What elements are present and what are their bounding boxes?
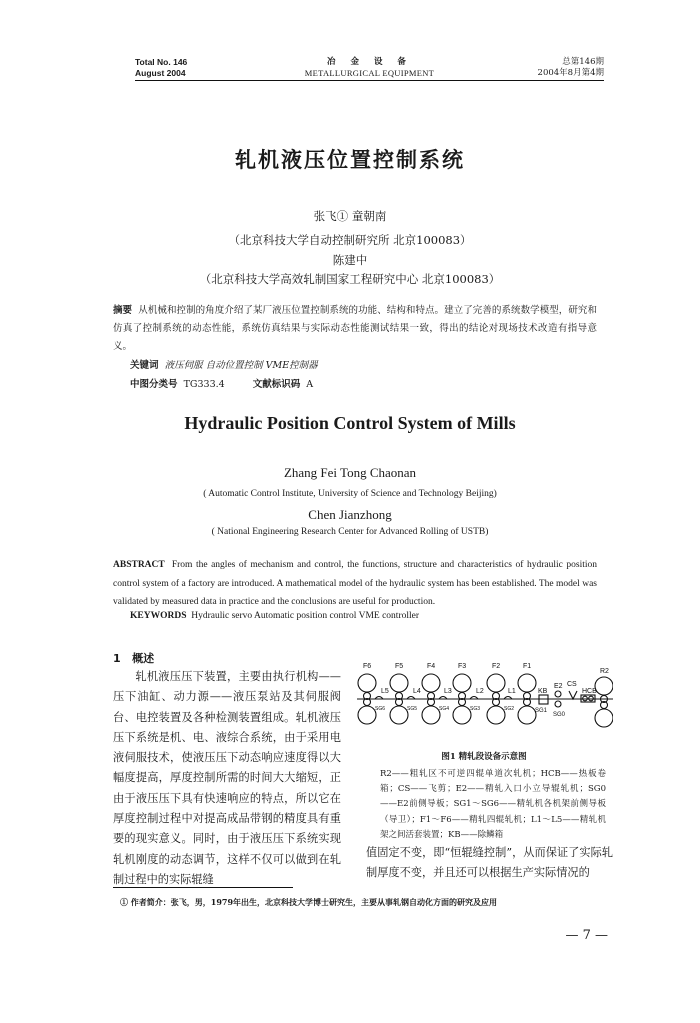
guide-label-sg3: SG3 (470, 706, 481, 712)
guide-label-sg1: SG1 (535, 708, 548, 714)
keywords-en-label: KEYWORDS (130, 611, 187, 621)
clc-label: 中图分类号 (130, 379, 178, 390)
roll-f1-top (518, 674, 536, 692)
doc-code-label: 文献标识码 (252, 379, 301, 390)
looper-label-l1: L1 (508, 688, 516, 695)
section-heading (113, 650, 154, 666)
keywords-en-items: Hydraulic servo Automatic position control VME controller (191, 611, 420, 621)
looper-label-l5: L5 (381, 688, 389, 695)
roll-f3-top (453, 674, 471, 692)
looper-label-l4: L4 (413, 688, 421, 695)
cs-label: CS (567, 681, 577, 688)
clc-value: TG333.4 (183, 379, 225, 390)
hcb-label: HCB (582, 688, 597, 695)
finishing-mill-diagram (355, 660, 613, 745)
doc-code-value: A (306, 379, 314, 390)
body-paragraph: 轧机液压压下装置，主要由执行机构——压下油缸、动力源——液压泵站及其伺服阀台、电控装置及各种检测装置组成。轧机液压压下系统是机、电、液综合系统，由于采用电液伺服技术，使液压压下动态响应速度得以大幅度提高，厚度控制所需的时间大大缩短，正由于液压压下具有快速响应的特点，所以它在厚度控制过程中对提高成品带钢的精度具有重要的现实意义。同时，由于液压压下系统实现轧机刚度的动态调节，这样不仅可以做到在轧制过程中的实际辊缝 (113, 670, 341, 886)
affiliation-en-2: ( National Engineering Research Center for Advanced Rolling of USTB) (211, 527, 489, 537)
figure-legend: R2——粗轧区不可逆四辊单道次轧机；HCB——热板卷箱；CS——飞剪；E2——精轧入口小立导辊轧机；SG0——E2前侧导板；SG1～SG6——精轧机各机架前侧导板（导卫）；F1～F6——精轧四辊轧机；L1～L5——精轧机架之间活套装置；KB——除鳞箱 (380, 769, 606, 840)
roll-f3-bottom (453, 706, 471, 724)
keywords-cn (130, 357, 318, 371)
e2-label: E2 (554, 683, 563, 690)
footnote-rule (113, 887, 293, 888)
section-title: 概述 (132, 652, 155, 665)
page-number: — 7 — (565, 928, 608, 943)
stand-label-f6: F6 (363, 663, 372, 670)
guide-label-sg5: SG5 (407, 706, 418, 712)
issue-total-cn: 总第146期 (562, 57, 604, 67)
total-number: Total No. 146 (135, 57, 188, 67)
guide-label-sg2: SG2 (504, 706, 515, 712)
keywords-cn-items: 液压伺服 自动位置控制 VME控制器 (164, 360, 318, 371)
header-rule (135, 80, 604, 81)
guide-label-sg0: SG0 (553, 712, 566, 718)
body-left-column (113, 667, 341, 890)
roll-f6-bottom (358, 706, 376, 724)
affiliation-en-1: ( Automatic Control Institute, University of Science and Technology Beijing) (203, 489, 497, 499)
stand-label-r2: R2 (600, 668, 609, 675)
abstract-en (113, 556, 597, 612)
roll-f1-bottom (518, 706, 536, 724)
journal-name (135, 57, 604, 79)
stand-label-f4: F4 (427, 663, 436, 670)
header-right (538, 57, 604, 79)
authors-en-2: Chen Jianzhong (308, 507, 392, 522)
affiliation-cn-2: （北京科技大学高效轧制国家工程研究中心 北京100083） (199, 272, 501, 286)
journal-name-cn: 冶 金 设 备 (327, 57, 412, 67)
authors-cn-2: 陈建中 (332, 253, 368, 267)
authors-cn-1: 张飞① 童朝南 (313, 209, 387, 223)
classification-cn (130, 376, 313, 390)
issue-date-cn: 2004年8月第4期 (537, 68, 604, 78)
roll-f6-top (358, 674, 376, 692)
stand-label-f2: F2 (492, 663, 501, 670)
journal-name-en: METALLURGICAL EQUIPMENT (304, 68, 435, 78)
abstract-en-text: From the angles of mechanism and control, the functions, structure and characteristics of hydraulic position control system of a factory are introduced. A mathematical model of the hydraulic system has been established. The model was validated by measured data in practice and the conclusions are useful for production. (113, 560, 597, 607)
paper-title-en: Hydraulic Position Control System of Mills (184, 413, 516, 433)
body-right-column: 值固定不变，即“恒辊缝控制”，从而保证了实际轧制厚度不变，并且还可以根据生产实际情况的 (366, 846, 613, 880)
abstract-cn-text: 从机械和控制的角度介绍了某厂液压位置控制系统的功能、结构和特点。建立了完善的系统数学模型，研究和仿真了控制系统的动态性能，系统仿真结果与实际动态性能测试结果一致，得出的结论对现场技术改造有指导意义。 (113, 305, 597, 352)
stand-label-f1: F1 (523, 663, 532, 670)
keywords-cn-label: 关键词 (130, 360, 159, 371)
issue-date-en: August 2004 (135, 68, 186, 78)
guide-label-sg6: SG6 (375, 706, 386, 712)
affiliation-cn-1: （北京科技大学自动控制研究所 北京100083） (228, 233, 472, 247)
kb-label: KB (538, 688, 548, 695)
looper-label-l2: L2 (476, 688, 484, 695)
abstract-cn-label: 摘要 (113, 305, 133, 316)
abstract-cn (113, 302, 597, 356)
roll-f5-bottom (390, 706, 408, 724)
author-footnote: ① 作者简介：张飞，男，1979年出生，北京科技大学博士研究生，主要从事轧钢自动化方面的研究及应用 (120, 897, 498, 907)
roll-f2-top (487, 674, 505, 692)
keywords-en (130, 611, 419, 621)
guide-label-sg4: SG4 (439, 706, 450, 712)
stand-label-f5: F5 (395, 663, 404, 670)
section-number: 1 (113, 652, 121, 665)
roll-f4-top (422, 674, 440, 692)
paper-title-cn: 轧机液压位置控制系统 (235, 148, 465, 172)
roll-f2-bottom (487, 706, 505, 724)
stand-label-f3: F3 (458, 663, 467, 670)
roll-f4-bottom (422, 706, 440, 724)
roll-r2-bottom (595, 709, 613, 727)
authors-en-1: Zhang Fei Tong Chaonan (283, 465, 417, 480)
abstract-en-label: ABSTRACT (113, 560, 165, 570)
figure-caption: 图1 精轧段设备示意图 (441, 752, 527, 762)
roll-f5-top (390, 674, 408, 692)
roll-r2-top (595, 677, 613, 695)
looper-label-l3: L3 (444, 688, 452, 695)
